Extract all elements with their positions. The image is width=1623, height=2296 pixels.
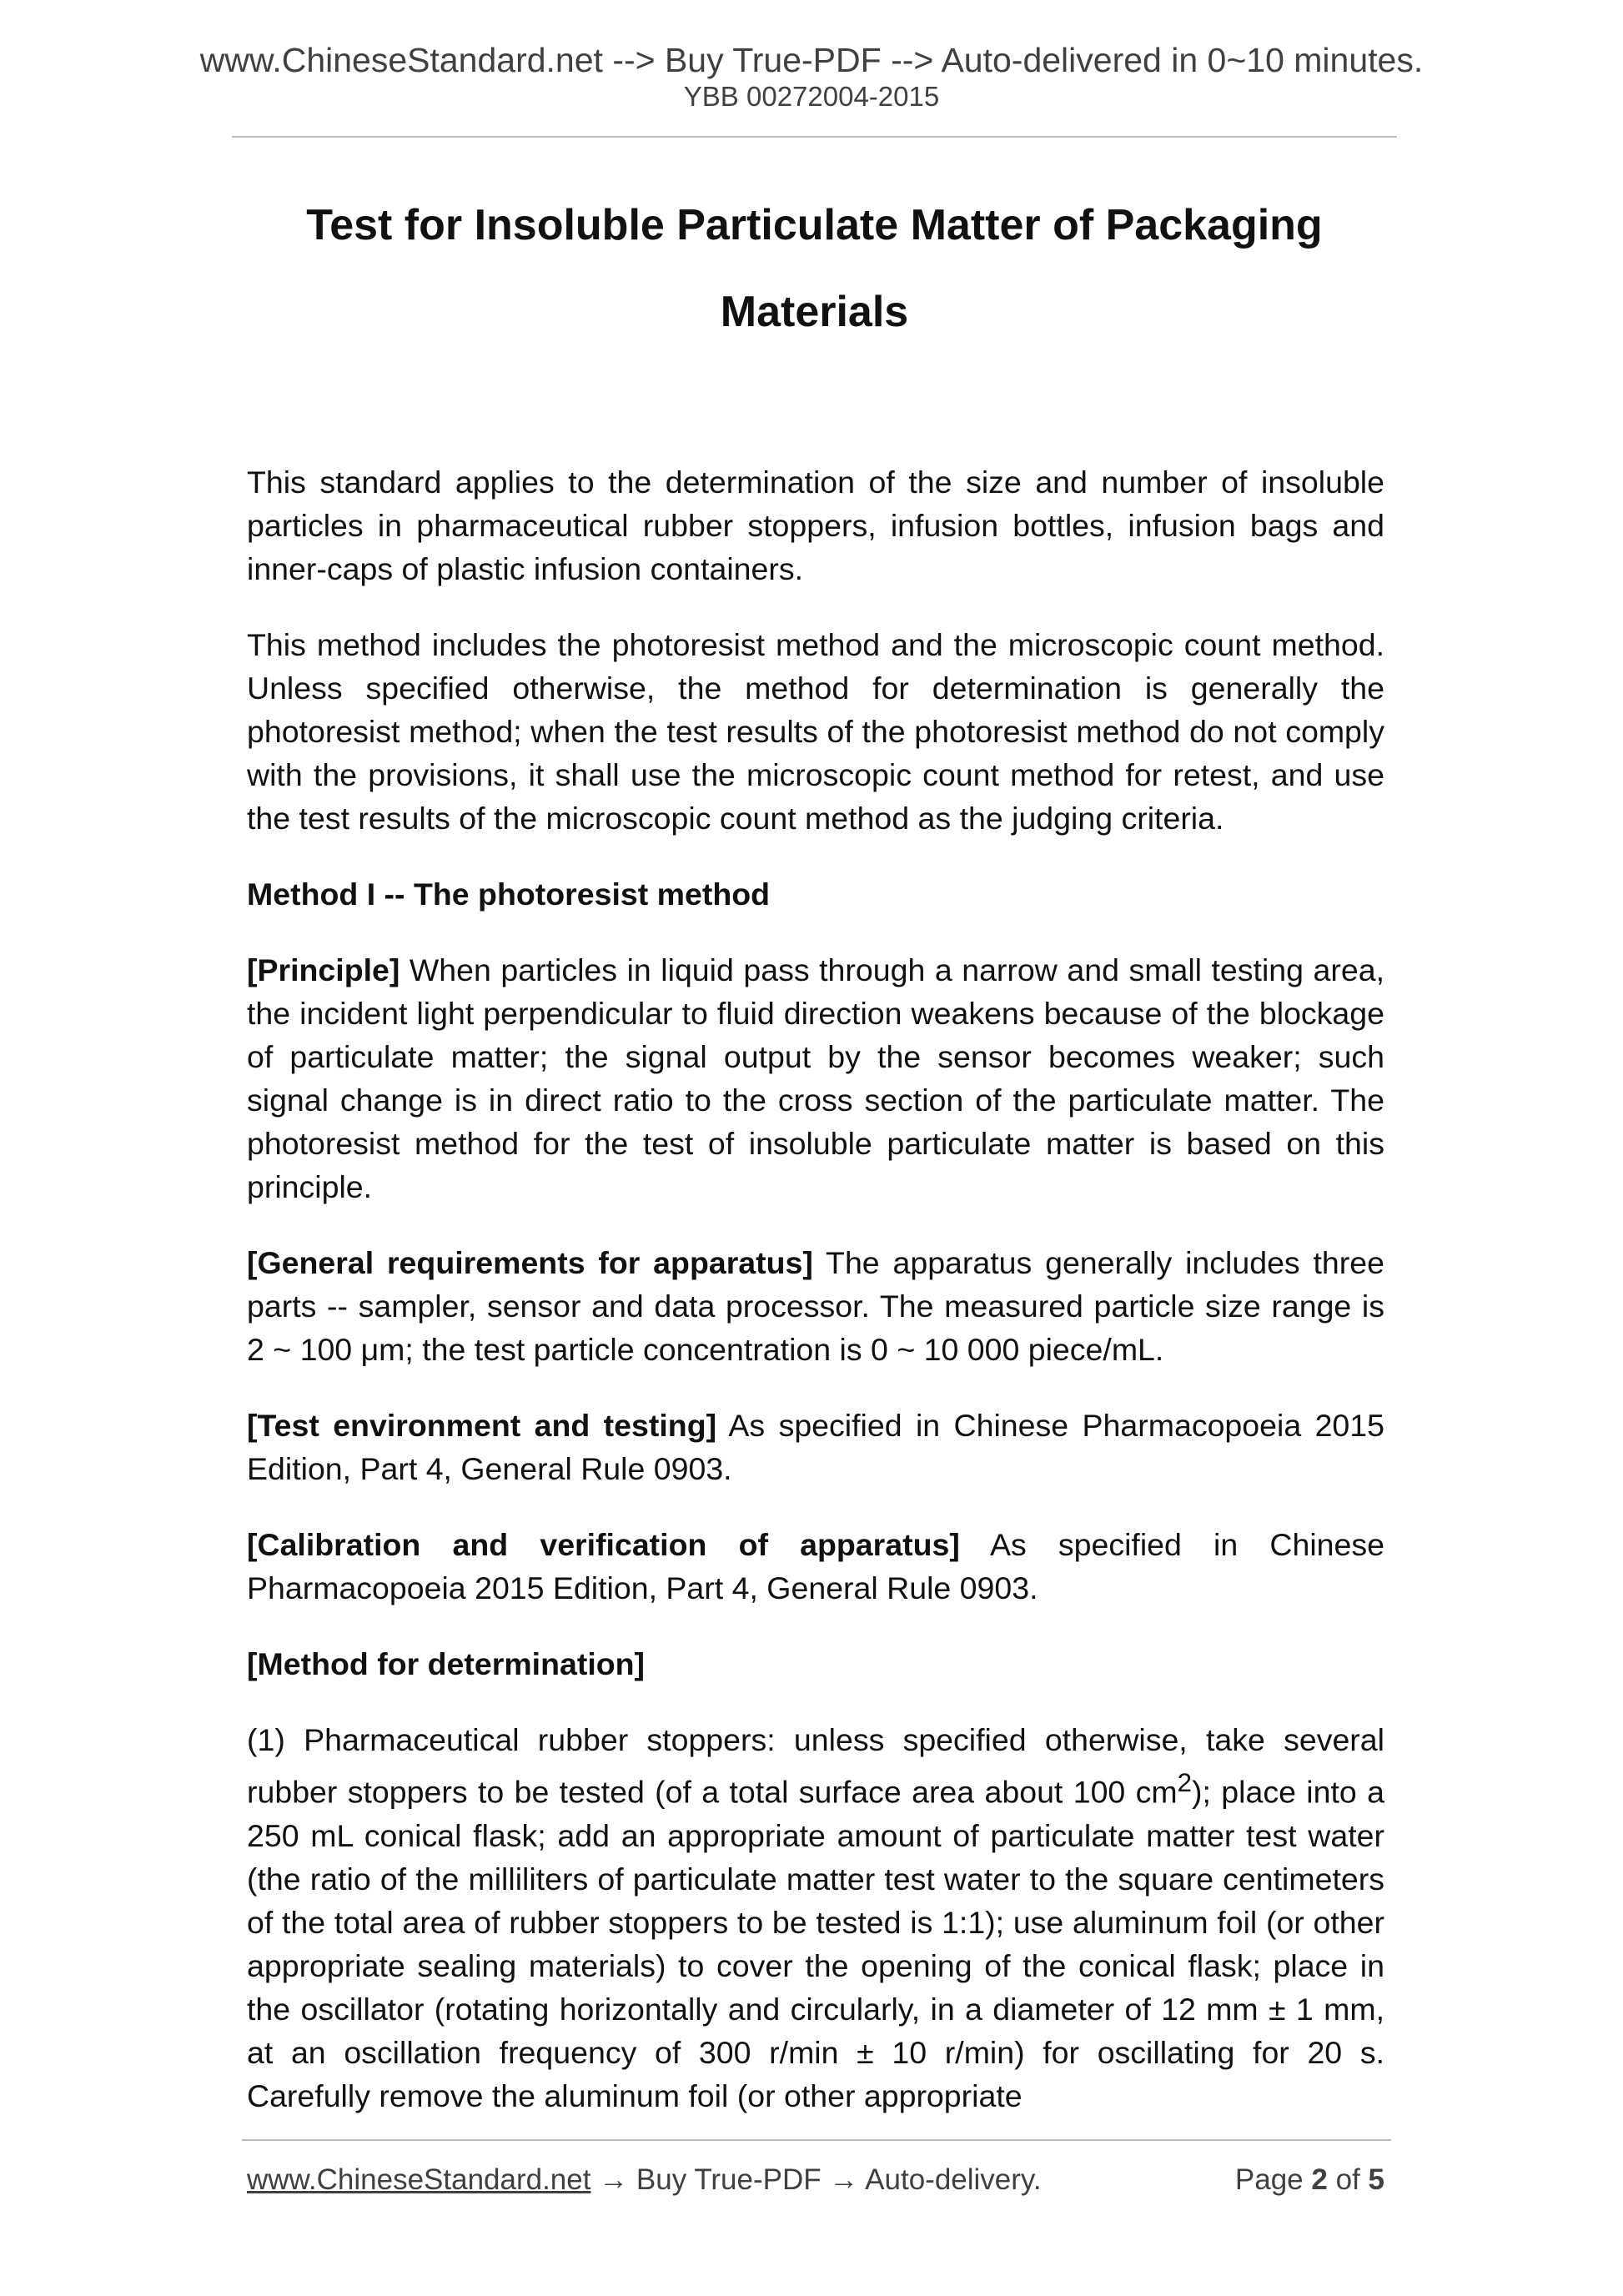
footer-left [247,2162,1042,2198]
page-current: 2 [1311,2163,1328,2196]
footer-divider [242,2139,1391,2141]
label-principle: [Principle] [247,952,400,987]
page-title [232,182,1397,355]
page-of-label: of [1335,2163,1360,2196]
paragraph-apparatus [247,1241,1384,1371]
document-body [247,460,1384,2150]
paragraph-scope: This standard applies to the determination of the size and number of insoluble particles in pharmaceutical rubber stoppers, infusion bottles, infusion bags and inner-caps of plastic infusion containers. [247,465,1384,586]
text-apparatus: The apparatus generally includes three parts -- sampler, sensor and data processor. The measured particle size range is 2 ~ 100 μm; the test particle concentration is 0 ~ 10 000 piece/mL. [247,1245,1384,1367]
document-code: YBB 00272004-2015 [683,81,940,112]
footer-tagline: → Buy True-PDF → Auto-delivery. [590,2163,1042,2196]
paragraph-item-1 [247,1718,1384,2118]
title-line-2: Materials [720,288,909,336]
item-1-text-end: ); place into a 250 mL conical flask; add an appropriate amount of particulate matter test water (the ratio of the milliliters of particulate matter test water to the square centimeters of the total area of rubber stoppers to be tested is 1:1); use aluminum foil (or other appropriate sealing materials) to cover the opening of the conical flask; place in the oscillator (rotating horizontally and circularly, in a diameter of 12 mm ± 1 mm, at an oscillation frequency of 300 r/min ± 10 r/min) for oscillating for 20 s. Carefully remove the aluminum foil (or other appropriate [247,1774,1384,2113]
page-total: 5 [1368,2163,1384,2196]
paragraph-calibration [247,1523,1384,1610]
header-divider [232,136,1397,138]
text-environment: As specified in Chinese Pharmacopoeia 2015 Edition, Part 4, General Rule 0903. [247,1408,1384,1486]
paragraph-principle [247,948,1384,1208]
heading-method-1: Method I -- The photoresist method [247,877,771,912]
footer-website-link[interactable]: www.ChineseStandard.net [247,2163,591,2196]
item-1-text-start: (1) Pharmaceutical rubber stoppers: unless specified otherwise, take several rubber stoppers to be tested (of a total surface area about 100 cm [247,1722,1384,1810]
title-line-1: Test for Insoluble Particulate Matter of Packaging [306,201,1323,249]
header-banner: www.ChineseStandard.net --> Buy True-PDF --> Auto-delivered in 0~10 minutes. [199,41,1424,79]
page-number [1235,2162,1384,2198]
paragraph-environment [247,1404,1384,1490]
label-calibration: [Calibration and verification of apparatus] [247,1527,960,1562]
text-calibration: As specified in Chinese Pharmacopoeia 2015 Edition, Part 4, General Rule 0903. [247,1527,1384,1605]
superscript-2: 2 [1177,1768,1193,1797]
heading-determination: [Method for determination] [247,1646,646,1681]
text-principle: When particles in liquid pass through a narrow and small testing area, the incident light perpendicular to fluid direction weakens because of the blockage of particulate matter; the signal output by the sensor becomes weaker; such signal change is in direct ratio to the cross section of the particulate matter. The photoresist method for the test of insoluble particulate matter is based on this principle. [247,952,1384,1204]
paragraph-methods: This method includes the photoresist method and the microscopic count method. Unless specified otherwise, the method for determination is generally the photoresist method; when the test results of the photoresist method do not comply with the provisions, it shall use the microscopic count method for retest, and use the test results of the microscopic count method as the judging criteria. [247,627,1384,836]
label-apparatus: [General requirements for apparatus] [247,1245,813,1280]
label-environment: [Test environment and testing] [247,1408,717,1443]
page-label: Page [1234,2163,1304,2196]
